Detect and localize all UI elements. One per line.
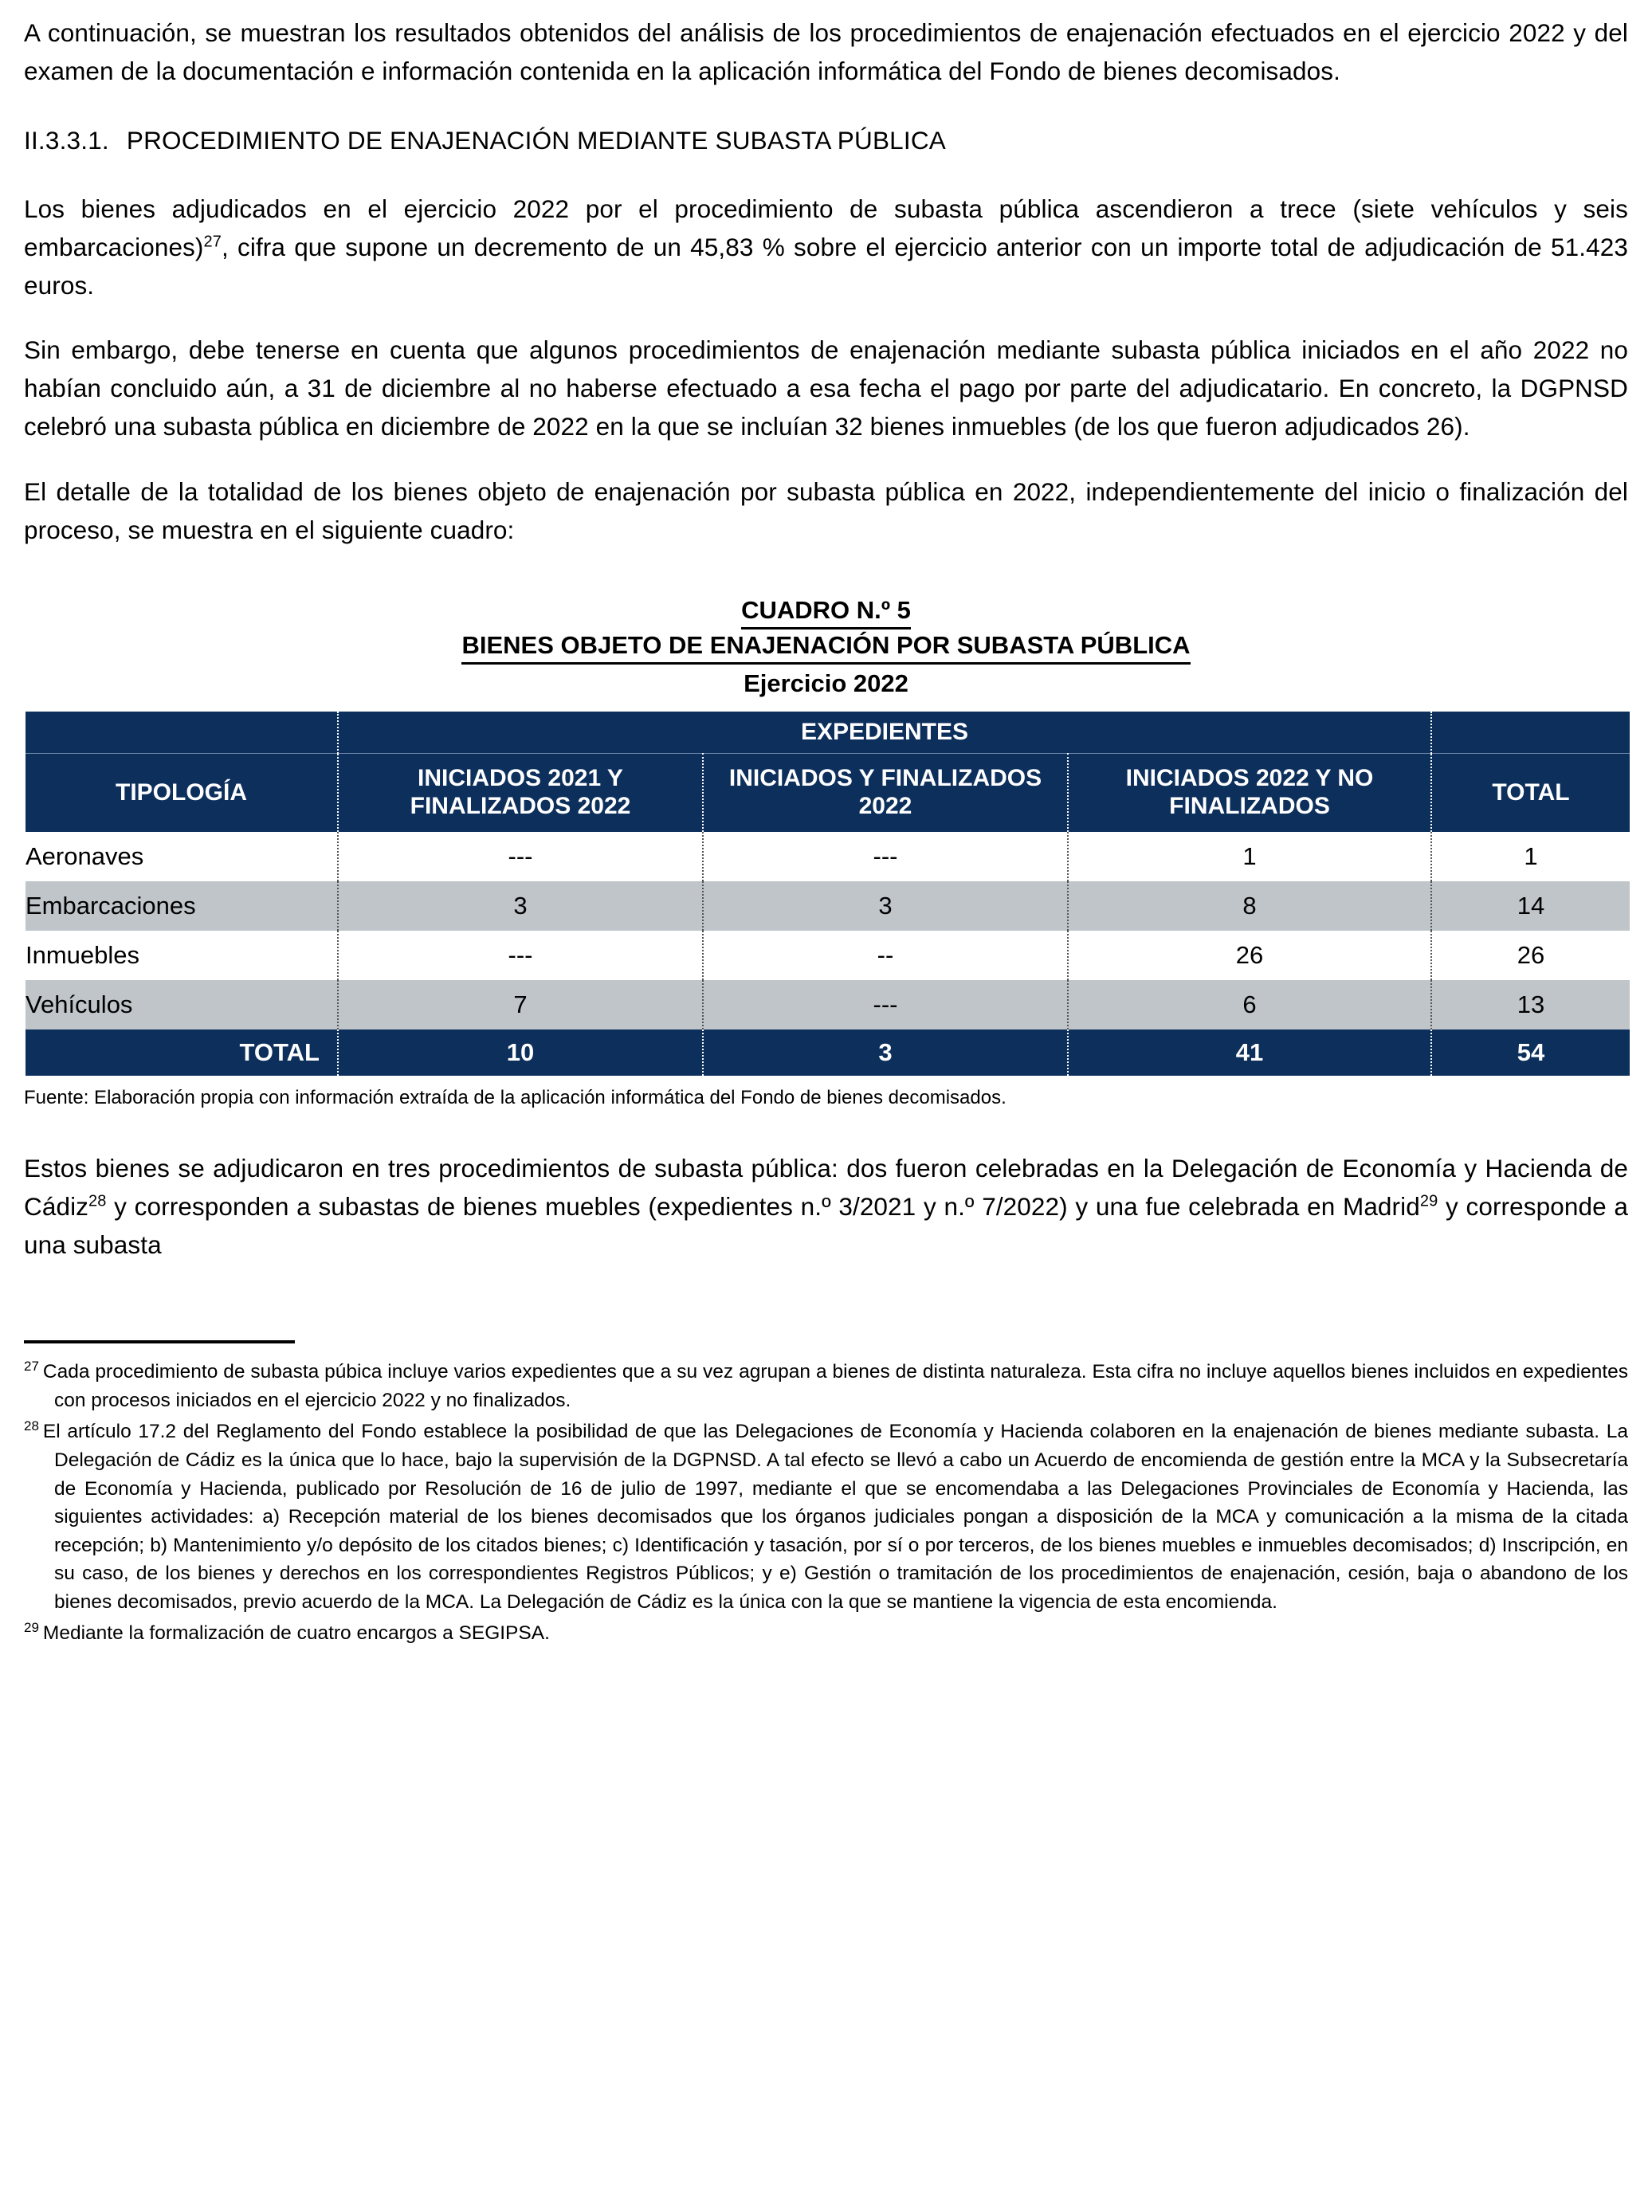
footnote-29 [24, 1619, 1628, 1648]
cell-inmuebles-c3: 26 [1068, 931, 1431, 980]
footnote-28-text: El artículo 17.2 del Reglamento del Fondo establece la posibilidad de que las Delegaciones de Economía y Hacienda colaboren en la enajenación de bienes mediante subasta. La Delegación de Cádiz es la única que lo hace, bajo la supervisión de la DGPNSD. A tal efecto se llevó a cabo un Acuerdo de encomienda de gestión entre la MCA y la Subsecretaría de Economía y Hacienda, publicado por Resolución de 16 de julio de 1997, mediante el que se encomendaba a las Delegaciones Provinciales de Economía y Hacienda, las siguientes actividades: a) Recepción material de los bienes decomisados que los órganos judiciales pongan a disposición de la MCA y comunicación a la misma de la citada recepción; b) Mantenimiento y/o depósito de los citados bienes; c) Identificación y tasación, por sí o por terceros, de los bienes muebles e inmuebles decomisados; d) Inscripción, en su caso, de los bienes y derechos en los correspondientes Registros Públicos; y e) Gestión o tramitación de los procedimientos de enajenación, cesión, baja o abandono de los bienes decomisados, previo acuerdo de la MCA. La Delegación de Cádiz es la única con la que se mantiene la vigencia de esta encomienda. [42, 1421, 1628, 1613]
cell-embarcaciones-total: 14 [1431, 881, 1630, 931]
total-grand: 54 [1431, 1030, 1630, 1076]
footnote-27 [24, 1358, 1628, 1414]
table-row [26, 881, 1630, 931]
total-c1: 10 [338, 1030, 703, 1076]
paragraph-3: El detalle de la totalidad de los bienes objeto de enajenación por subasta pública en 2022, independientemente del inicio o finalización del proceso, se muestra en el siguiente cuadro: [24, 477, 1628, 544]
footnote-28 [24, 1418, 1628, 1616]
cell-embarcaciones-c3: 8 [1068, 881, 1431, 931]
header-spacer-cell [26, 712, 338, 754]
row-label-embarcaciones: Embarcaciones [26, 881, 338, 931]
cell-vehiculos-c2: --- [703, 980, 1068, 1030]
footnote-separator-rule [24, 1340, 295, 1343]
total-c2: 3 [703, 1030, 1068, 1076]
column-header-iniciados-2022-no-finalizados[interactable]: INICIADOS 2022 Y NO FINALIZADOS [1068, 753, 1431, 832]
table-caption [24, 594, 1628, 700]
footnote-27-text: Cada procedimiento de subasta púbica incluye varios expedientes que a su vez agrupan a bienes de distinta naturaleza. Esta cifra no incluye aquellos bienes incluidos en expedientes con procesos iniciados en el ejercicio 2022 y no finalizados. [42, 1361, 1628, 1411]
footnote-29-number: 29 [24, 1619, 39, 1635]
table-head [26, 712, 1630, 832]
column-header-total[interactable]: TOTAL [1431, 753, 1630, 832]
section-heading [24, 126, 1628, 155]
table-source-note: Fuente: Elaboración propia con información extraída de la aplicación informática del Fondo de bienes decomisados. [24, 1086, 1007, 1108]
paragraph-1 [24, 190, 1628, 305]
cell-aeronaves-total: 1 [1431, 832, 1630, 881]
paragraph-4-part-2: y corresponden a subastas de bienes muebles (expedientes n.º 3/2021 y n.º 7/2022) y una fue celebrada en Madrid [106, 1191, 1420, 1221]
table-block [24, 594, 1628, 1110]
cell-aeronaves-c3: 1 [1068, 832, 1431, 881]
total-c3: 41 [1068, 1030, 1431, 1076]
cell-vehiculos-c1: 7 [338, 980, 703, 1030]
column-header-iniciados-finalizados-2022[interactable]: INICIADOS Y FINALIZADOS 2022 [703, 753, 1068, 832]
footnote-27-number: 27 [24, 1359, 39, 1375]
table-caption-subtitle: Ejercicio 2022 [744, 669, 908, 698]
table-row [26, 832, 1630, 881]
section-number: II.3.3.1. [24, 125, 109, 155]
paragraph-4-part-1: Estos bienes se adjudicaron en tres procedimientos de subasta pública: dos fueron celebradas en la Delegación de Economía y Hacienda de Cádiz [24, 1153, 1628, 1221]
table-caption-number: CUADRO N.º 5 [741, 594, 911, 629]
cell-inmuebles-total: 26 [1431, 931, 1630, 980]
paragraph-1-text-after: , cifra que supone un decremento de un 45,83 % sobre el ejercicio anterior con un importe total de adjudicación de 51.423 euros. [24, 232, 1628, 300]
footnotes-area [24, 1340, 1628, 1647]
paragraph-4-part-3: y corresponde a una subasta [24, 1191, 1628, 1259]
table-header-group-row [26, 712, 1630, 754]
footnote-ref-28[interactable]: 28 [88, 1192, 107, 1210]
paragraph-1-text-before: Los bienes adjudicados en el ejercicio 2022 por el procedimiento de subasta pública ascendieron a trece (siete vehículos y seis embarcaciones) [24, 194, 1628, 261]
intro-paragraph: A continuación, se muestran los resultados obtenidos del análisis de los procedimientos de enajenación efectuados en el ejercicio 2022 y del examen de la documentación e información contenida en la aplicación informática del Fondo de bienes decomisados. [24, 18, 1628, 85]
row-label-aeronaves: Aeronaves [26, 832, 338, 881]
table-row [26, 980, 1630, 1030]
cell-vehiculos-c3: 6 [1068, 980, 1431, 1030]
footnote-29-text: Mediante la formalización de cuatro encargos a SEGIPSA. [42, 1622, 550, 1645]
cell-embarcaciones-c2: 3 [703, 881, 1068, 931]
header-group-spacer-right [1431, 712, 1630, 754]
cell-vehiculos-total: 13 [1431, 980, 1630, 1030]
bienes-enajenacion-table [26, 712, 1630, 1076]
footnote-ref-29[interactable]: 29 [1419, 1192, 1438, 1210]
table-header-row [26, 753, 1630, 832]
paragraph-4 [24, 1150, 1628, 1265]
section-title: PROCEDIMIENTO DE ENAJENACIÓN MEDIANTE SUBASTA PÚBLICA [126, 125, 946, 155]
column-header-iniciados-2021-finalizados-2022[interactable]: INICIADOS 2021 Y FINALIZADOS 2022 [338, 753, 703, 832]
footnote-ref-27[interactable]: 27 [203, 233, 222, 251]
cell-embarcaciones-c1: 3 [338, 881, 703, 931]
total-row-label: TOTAL [26, 1030, 338, 1076]
row-label-inmuebles: Inmuebles [26, 931, 338, 980]
table-caption-title: BIENES OBJETO DE ENAJENACIÓN POR SUBASTA PÚBLICA [461, 629, 1190, 665]
cell-inmuebles-c1: --- [338, 931, 703, 980]
footnote-28-number: 28 [24, 1418, 39, 1434]
cell-inmuebles-c2: -- [703, 931, 1068, 980]
table-body [26, 832, 1630, 1076]
table-row [26, 931, 1630, 980]
paragraph-2: Sin embargo, debe tenerse en cuenta que algunos procedimientos de enajenación mediante subasta pública iniciados en el año 2022 no habían concluido aún, a 31 de diciembre al no haberse efectuado a esa fecha el pago por parte del adjudicatario. En concreto, la DGPNSD celebró una subasta pública en diciembre de 2022 en la que se incluían 32 bienes inmuebles (de los que fueron adjudicados 26). [24, 335, 1628, 441]
column-header-tipologia[interactable]: TIPOLOGÍA [26, 753, 338, 832]
cell-aeronaves-c2: --- [703, 832, 1068, 881]
row-label-vehiculos: Vehículos [26, 980, 338, 1030]
table-total-row [26, 1030, 1630, 1076]
cell-aeronaves-c1: --- [338, 832, 703, 881]
header-expedientes: EXPEDIENTES [338, 712, 1431, 754]
